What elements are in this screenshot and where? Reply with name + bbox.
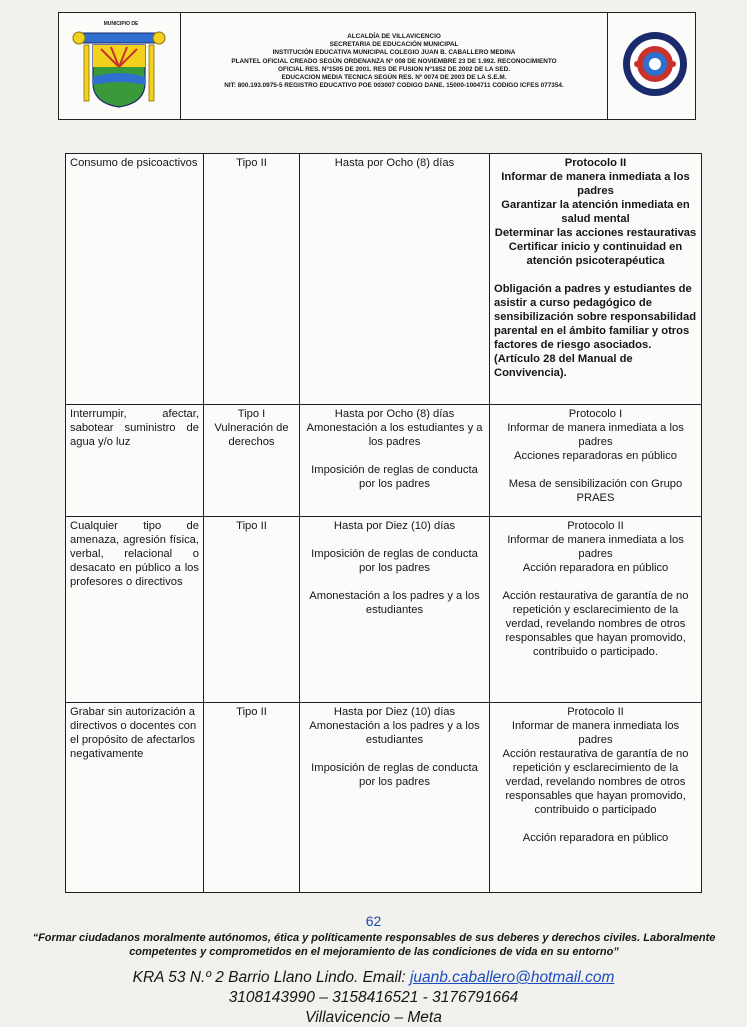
sanction-cell	[300, 517, 490, 703]
sanction-text: Hasta por Diez (10) días Amonestación a los padres y a los estudiantes	[309, 706, 480, 746]
table-row	[66, 405, 702, 517]
type-text: Tipo II	[236, 157, 267, 169]
protocol-note: Acción restaurativa de garantía de no repetición y esclarecimiento de la verdad, revelando nombres de otros responsables que hayan promovido, contribuido o participado.	[502, 590, 689, 658]
conduct-table	[65, 153, 702, 893]
address-text: KRA 53 N.º 2 Barrio Llano Lindo. Email:	[132, 969, 410, 986]
type-cell	[204, 517, 300, 703]
behavior-text: Cualquier tipo de amenaza, agresión física, verbal, relacional o desacato en público a los profesores o directivos	[70, 520, 199, 588]
type-cell	[204, 405, 300, 517]
header-divider-left	[180, 13, 181, 119]
behavior-cell	[66, 154, 204, 405]
protocol-text: Protocolo II Informar de manera inmediata los padres Acción restaurativa de garantía de no repetición y esclarecimiento de la verdad, revelando nombres de otros responsables que hayan promovido, contribuido o participado	[502, 706, 689, 816]
protocol-note: Mesa de sensibilización con Grupo PRAES	[508, 478, 683, 504]
protocol-cell	[490, 154, 702, 405]
sanction-cell	[300, 154, 490, 405]
protocol-text: Protocolo I Informar de manera inmediata a los padres Acciones reparadoras en público	[507, 408, 684, 462]
page-number: 62	[365, 913, 382, 929]
behavior-text: Interrumpir, afectar, sabotear suministro de agua y/o luz	[70, 408, 199, 448]
sanction-text: Imposición de reglas de conducta por los padres	[311, 762, 478, 788]
behavior-cell	[66, 703, 204, 893]
school-emblem-icon	[620, 20, 690, 110]
header-line-6: EDUCACION MEDIA TECNICA SEGÚN RES. Nº 0074 DE 2003 DE LA S.E.M.	[281, 74, 507, 82]
institution-header-text	[195, 33, 593, 90]
footer-phones: 3108143990 – 3158416521 - 3176791664	[228, 989, 519, 1006]
sanction-text: Amonestación a los padres y a los estudiantes	[309, 590, 480, 616]
type-text: Tipo II	[236, 706, 267, 718]
logo-caption: MUNICIPIO DE	[103, 21, 139, 27]
behavior-cell	[66, 517, 204, 703]
header-line-7: NIT: 800.193.0975-5 REGISTRO EDUCATIVO POE 003007 CODIGO DANE. 15000-1004711 CODIGO ICFES 077354.	[224, 82, 564, 90]
type-text: Tipo I Vulneración de derechos	[214, 408, 289, 448]
protocol-cell	[490, 703, 702, 893]
email-link[interactable]: juanb.caballero@hotmail.com	[409, 969, 615, 986]
sanction-cell	[300, 703, 490, 893]
header-divider-right	[607, 13, 608, 119]
sanction-cell	[300, 405, 490, 517]
sanction-text: Imposición de reglas de conducta por los padres	[311, 464, 478, 490]
school-emblem-logo	[620, 20, 690, 110]
table-row	[66, 703, 702, 893]
shield-icon	[71, 21, 171, 111]
protocol-note: Acción reparadora en público	[522, 832, 669, 844]
type-text: Tipo II	[236, 520, 267, 532]
behavior-cell	[66, 405, 204, 517]
institution-header	[58, 12, 696, 120]
table-row	[66, 517, 702, 703]
header-line-4: PLANTEL OFICIAL CREADO SEGÚN ORDENANZA Nº 008 DE NOVIEMBRE 23 DE 1.992. RECONOCIMIENTO	[231, 57, 557, 65]
protocol-cell	[490, 405, 702, 517]
sanction-text: Hasta por Diez (10) días	[333, 520, 456, 532]
header-line-5: OFICIAL RES. Nº1505 DE 2001. RES DE FUSION Nº1852 DE 2002 DE LA SED.	[278, 65, 510, 73]
protocol-cell	[490, 517, 702, 703]
footer-city: Villavicencio – Meta	[305, 1009, 442, 1026]
municipality-shield-logo	[71, 21, 171, 111]
footer-address	[0, 968, 747, 987]
protocol-text: Protocolo II Informar de manera inmediata a los padres Acción reparadora en público	[507, 520, 684, 574]
type-cell	[204, 154, 300, 405]
protocol-note: Obligación a padres y estudiantes de asistir a curso pedagógico de sensibilización sobre responsabilidad parental en el ámbito familiar y otros factores de riesgo asociados. (Artículo 28 del Manual de Convivencia).	[494, 283, 697, 379]
type-cell	[204, 703, 300, 893]
header-line-3: INSTITUCIÓN EDUCATIVA MUNICIPAL COLEGIO JUAN B. CABALLERO MEDINA	[272, 49, 516, 57]
sanction-text: Hasta por Ocho (8) días	[334, 157, 455, 169]
table-row	[66, 154, 702, 405]
institution-motto: “Formar ciudadanos moralmente autónomos, ética y políticamente responsables de sus deberes y derechos civiles. Laboralmente competentes y comprometidos en el mejoramiento de las condiciones de vida en su entorno”	[32, 932, 716, 958]
protocol-text: Protocolo II Informar de manera inmediata a los padres Garantizar la atención inmediata en salud mental Determinar las acciones restaurativas Certificar inicio y continuidad en atención psicoterapéutica	[494, 157, 697, 267]
sanction-text: Imposición de reglas de conducta por los padres	[311, 548, 478, 574]
sanction-text: Hasta por Ocho (8) días Amonestación a los estudiantes y a los padres	[306, 408, 483, 448]
header-line-1: ALCALDÍA DE VILLAVICENCIO	[347, 33, 441, 40]
behavior-text: Grabar sin autorización a directivos o docentes con el propósito de afectarlos negativamente	[70, 706, 197, 760]
header-line-2: SECRETARIA DE EDUCACIÓN MUNICIPAL	[329, 41, 459, 49]
behavior-text: Consumo de psicoactivos	[70, 157, 198, 169]
